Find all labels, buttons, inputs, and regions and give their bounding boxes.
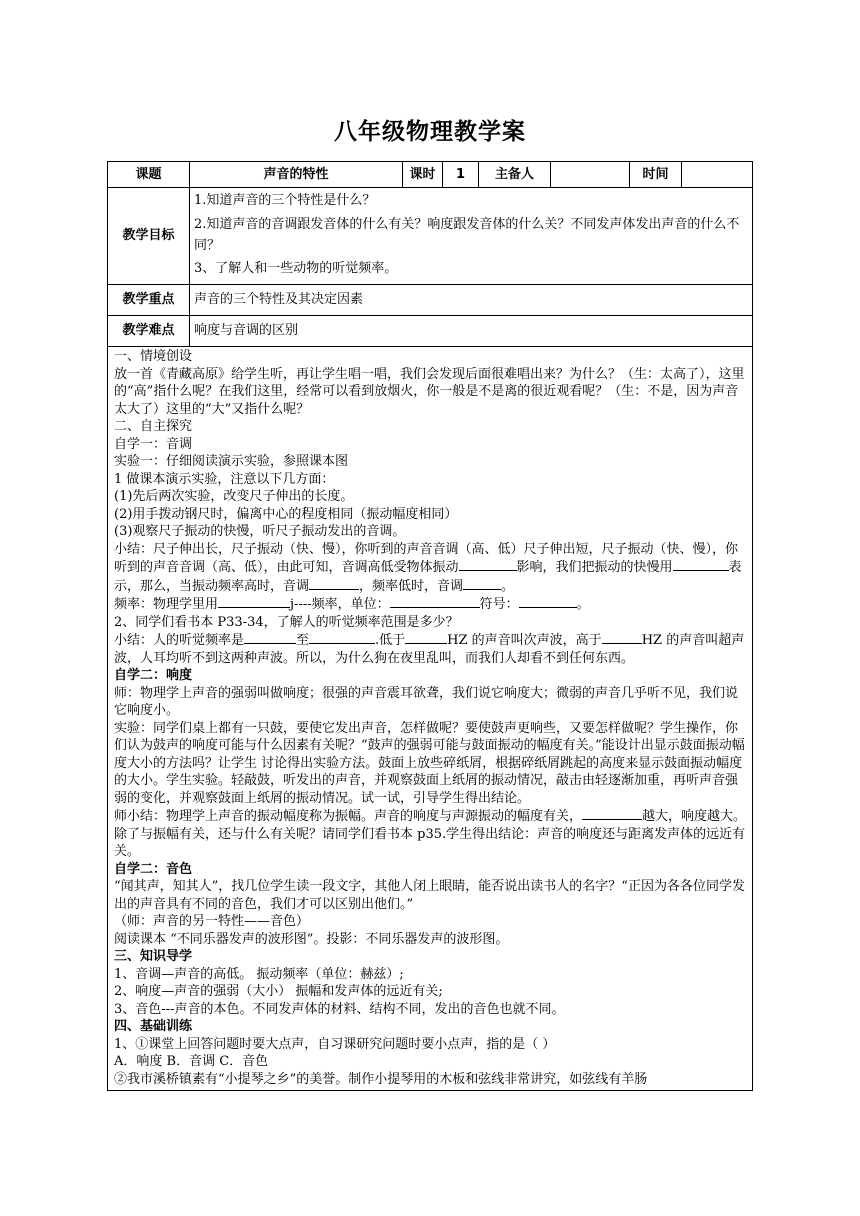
topic-value: 声音的特性 xyxy=(190,162,403,188)
paragraph: 2、同学们看书本 P33-34，了解人的听觉频率范围是多少？ xyxy=(114,614,459,630)
paragraph: 1 做课本演示实验，注意以下几方面： xyxy=(114,471,335,487)
subheading: 自学一：音调 xyxy=(114,436,193,452)
list-item: 3、音色---声音的本色。不同发声体的材料、结构不同，发出的音色也就不同。 xyxy=(114,1001,565,1017)
summary-paragraph: 小结：尺子伸出长，尺子振动（快、慢），你听到的声音音调（高、低）尺子伸出短，尺子振动（快、慢），你听到的声音音调（高、低），由此可知，音调高低受物体振动 影响，我们把振动的快慢用 表示，那么，当振动频率高时，音调 ，频率低时，音调 。 xyxy=(114,541,742,594)
list-item: 2、响度—声音的强弱（大小） 振幅和发声体的远近有关; xyxy=(114,984,443,999)
difficulty-label: 教学难点 xyxy=(108,316,190,347)
blank xyxy=(459,558,517,571)
summary-paragraph: 小结：人的听觉频率是 至 .低于 HZ 的声音叫次声波，高于 HZ 的声音叫超声波，人耳均听不到这两种声波。所以，为什么狗在夜里乱叫，而我们人却看不到任何东西。 xyxy=(114,633,745,666)
header-row xyxy=(108,162,753,188)
paragraph: “闻其声，知其人”，找几位学生读一段文字，其他人闭上眼睛，能否说出读书人的名字？“正因为各各位同学发出的声音具有不同的音色，我们才可以区别出他们。” xyxy=(114,879,745,912)
blank xyxy=(602,631,642,644)
list-item: 1、音调—声音的高低。 振动频率（单位：赫兹）; xyxy=(114,966,404,982)
blank xyxy=(309,631,375,644)
time-label: 时间 xyxy=(630,162,682,188)
key-point-value: 声音的三个特性及其决定因素 xyxy=(190,285,753,316)
summary-paragraph: 师小结：物理学上声音的振动幅度称为振幅。声音的响度与声源振动的幅度有关， 越大，响度越大。除了与振幅有关，还与什么有关呢？请同学们看书本 p35.学生得出结论：声音的响度还与距离发声体的远近有关。 xyxy=(114,809,747,859)
blank xyxy=(309,577,359,590)
objective-item: 3、了解人和一些动物的听觉频率。 xyxy=(194,261,398,276)
paragraph: 实验：同学们桌上都有一只鼓，要使它发出声音，怎样做呢？要使鼓声更响些，又要怎样做呢？学生操作，你们认为鼓声的响度可能与什么因素有关呢？“鼓声的强弱可能与鼓面振动的幅度有关。”能设计出显示鼓面振动幅度大小的方法吗？让学生 讨论得出实验方法。鼓面上放些碎纸屑，根据碎纸屑跳起的高度来显示鼓面振动幅度的大小。学生实验。轻敲鼓，听发出的声音，并观察鼓面上纸屑的振动情况，敲击由轻逐渐加重，再听声音强弱的变化，并观察鼓面上纸屑的振动情况。试一试，引导学生得出结论。 xyxy=(114,720,745,806)
key-point-label: 教学重点 xyxy=(108,285,190,316)
section-heading: 三、知识导学 xyxy=(114,949,193,964)
preparer-value xyxy=(551,162,630,188)
blank xyxy=(218,595,290,608)
paragraph: 实验一：仔细阅读演示实验，参照课本图 xyxy=(114,454,349,469)
subheading: 自学二：音色 xyxy=(114,861,193,877)
list-item: (1)先后两次实验，改变尺子伸出的长度。 xyxy=(114,489,354,504)
objectives-content xyxy=(190,188,753,285)
list-item: (3)观察尺子振动的快慢，听尺子振动发出的音调。 xyxy=(114,524,406,539)
section-heading: 二、自主探究 xyxy=(114,419,193,434)
section-heading: 一、情境创设 xyxy=(114,349,193,364)
blank xyxy=(244,631,296,644)
difficulty-value: 响度与音调的区别 xyxy=(190,316,753,347)
hours-label: 课时 xyxy=(403,162,443,188)
blank xyxy=(582,807,642,820)
subheading: 自学二：响度 xyxy=(114,668,193,683)
main-content-row xyxy=(108,347,753,1091)
section-heading: 四、基础训练 xyxy=(114,1019,193,1034)
time-value xyxy=(682,162,753,188)
question: 1、①课堂上回答问题时要大点声，自习课研究问题时要小点声，指的是（ ） xyxy=(114,1036,556,1052)
paragraph: 阅读课本 “不同乐器发声的波形图”。投影：不同乐器发声的波形图。 xyxy=(114,931,509,947)
blank xyxy=(519,595,577,608)
question: ②我市溪桥镇素有“小提琴之乡”的美誉。制作小提琴用的木板和弦线非常讲究，如弦线有羊肠 xyxy=(114,1071,648,1087)
paragraph: 放一首《青藏高原》给学生听，再让学生唱一唱，我们会发现后面很难唱出来？为什么？（生：太高了），这里的“高”指什么呢？在我们这里，经常可以看到放烟火，你一般是不是离的很近观看呢？（生：不是，因为声音太大了）这里的“大”又指什么呢？ xyxy=(114,366,745,417)
objective-item: 1.知道声音的三个特性是什么？ xyxy=(194,193,376,208)
answer-options: A．响度 B．音调 C．音色 xyxy=(114,1054,269,1069)
topic-label: 课题 xyxy=(108,162,190,188)
objectives-row xyxy=(108,188,753,285)
paragraph: （师：声音的另一特性——音色） xyxy=(114,914,310,929)
paragraph: 师：物理学上声音的强弱叫做响度；很强的声音震耳欲聋，我们说它响度大；微弱的声音几乎听不见，我们说它响度小。 xyxy=(114,685,739,718)
frequency-line: 频率：物理学里用 j----频率，单位： 符号： 。 xyxy=(114,597,590,612)
main-content xyxy=(108,347,753,1091)
key-point-row xyxy=(108,285,753,316)
lesson-plan-table xyxy=(107,161,753,1091)
page-title: 八年级物理教学案 xyxy=(334,119,526,145)
list-item: (2)用手拨动钢尺时，偏离中心的程度相同（振动幅度相同） xyxy=(114,506,458,522)
blank xyxy=(463,577,501,590)
blank xyxy=(390,595,480,608)
objective-item: 2.知道声音的音调跟发音体的什么有关？响度跟发音体的什么关？不同发声体发出声音的什么不同？ xyxy=(194,217,740,253)
blank xyxy=(405,631,447,644)
objectives-label: 教学目标 xyxy=(108,188,190,285)
preparer-label: 主备人 xyxy=(479,162,551,188)
blank xyxy=(673,558,729,571)
hours-value: 1 xyxy=(443,162,479,188)
difficulty-row xyxy=(108,316,753,347)
